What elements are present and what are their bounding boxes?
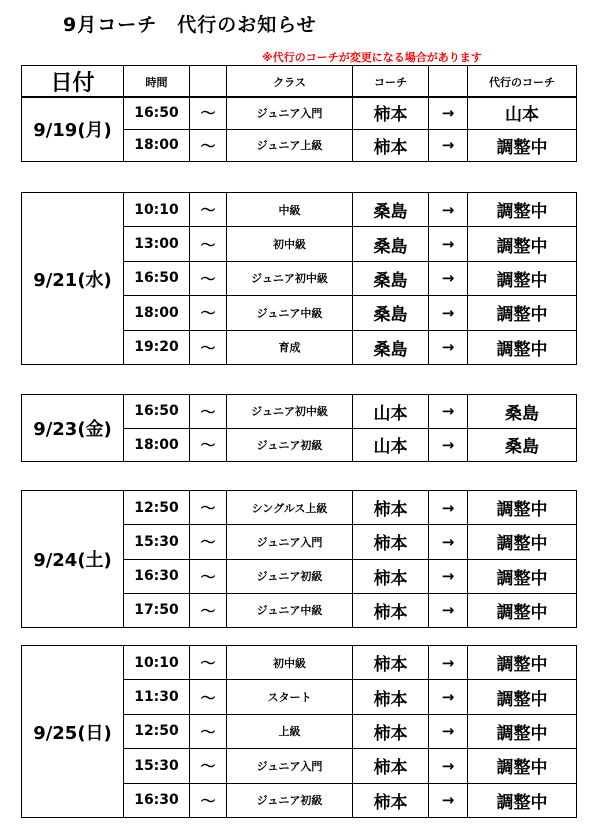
substitute-cell: 調整中 [468, 129, 577, 162]
time-cell: 10:10 [124, 646, 190, 680]
arrow-cell: → [429, 193, 468, 227]
class-cell: 中級 [227, 193, 353, 227]
tilde-cell: 〜 [190, 646, 227, 680]
class-cell: シングルス上級 [227, 491, 353, 525]
day-block [21, 96, 577, 162]
tilde-cell: 〜 [190, 714, 227, 748]
coach-cell: 柿本 [353, 129, 429, 162]
header-spacer [190, 66, 227, 98]
header-spacer [429, 66, 468, 98]
class-cell: ジュニア初級 [227, 783, 353, 817]
date-cell: 9/19(月) [22, 97, 124, 162]
coach-cell: 柿本 [353, 491, 429, 525]
arrow-cell: → [429, 97, 468, 130]
substitute-cell: 調整中 [468, 646, 577, 680]
substitute-cell: 調整中 [468, 714, 577, 748]
table-row [22, 193, 577, 227]
arrow-cell: → [429, 714, 468, 748]
class-cell: ジュニア初中級 [227, 395, 353, 429]
arrow-cell: → [429, 395, 468, 429]
day-block [21, 645, 577, 818]
substitute-cell: 桑島 [468, 395, 577, 429]
time-cell: 16:30 [124, 559, 190, 593]
class-cell: ジュニア初級 [227, 428, 353, 462]
tilde-cell: 〜 [190, 296, 227, 330]
class-cell: ジュニア入門 [227, 525, 353, 559]
class-cell: ジュニア中級 [227, 296, 353, 330]
table-row [22, 491, 577, 525]
arrow-cell: → [429, 783, 468, 817]
header-coach: コーチ [353, 66, 429, 98]
date-cell: 9/24(土) [22, 491, 124, 628]
coach-cell: 柿本 [353, 714, 429, 748]
header-time: 時間 [124, 66, 190, 98]
page-title: 9月コーチ 代行のお知らせ [63, 14, 317, 36]
arrow-cell: → [429, 680, 468, 714]
arrow-cell: → [429, 749, 468, 783]
header-substitute: 代行のコーチ [468, 66, 577, 98]
tilde-cell: 〜 [190, 129, 227, 162]
table-row [22, 97, 577, 130]
time-cell: 15:30 [124, 749, 190, 783]
arrow-cell: → [429, 129, 468, 162]
coach-cell: 柿本 [353, 783, 429, 817]
coach-cell: 柿本 [353, 525, 429, 559]
table-row [22, 395, 577, 429]
class-cell: ジュニア初中級 [227, 261, 353, 295]
tilde-cell: 〜 [190, 261, 227, 295]
time-cell: 16:50 [124, 395, 190, 429]
tilde-cell: 〜 [190, 783, 227, 817]
tilde-cell: 〜 [190, 559, 227, 593]
time-cell: 18:00 [124, 296, 190, 330]
coach-cell: 柿本 [353, 680, 429, 714]
class-cell: ジュニア上級 [227, 129, 353, 162]
arrow-cell: → [429, 428, 468, 462]
day-block [21, 490, 577, 628]
arrow-cell: → [429, 296, 468, 330]
day-block [21, 192, 577, 365]
coach-cell: 柿本 [353, 646, 429, 680]
header-date: 日付 [22, 66, 124, 98]
arrow-cell: → [429, 491, 468, 525]
tilde-cell: 〜 [190, 395, 227, 429]
coach-cell: 桑島 [353, 296, 429, 330]
time-cell: 10:10 [124, 193, 190, 227]
substitute-cell: 調整中 [468, 296, 577, 330]
coach-cell: 山本 [353, 395, 429, 429]
arrow-cell: → [429, 330, 468, 364]
coach-cell: 桑島 [353, 227, 429, 261]
tilde-cell: 〜 [190, 428, 227, 462]
substitute-cell: 調整中 [468, 680, 577, 714]
time-cell: 17:50 [124, 593, 190, 627]
coach-cell: 桑島 [353, 261, 429, 295]
change-notice: ※代行のコーチが変更になる場合があります [262, 51, 482, 64]
class-cell: スタート [227, 680, 353, 714]
time-cell: 18:00 [124, 129, 190, 162]
class-cell: 初中級 [227, 646, 353, 680]
class-cell: 上級 [227, 714, 353, 748]
date-cell: 9/25(日) [22, 646, 124, 818]
tilde-cell: 〜 [190, 593, 227, 627]
coach-cell: 桑島 [353, 330, 429, 364]
substitute-cell: 調整中 [468, 559, 577, 593]
substitute-cell: 調整中 [468, 227, 577, 261]
tilde-cell: 〜 [190, 749, 227, 783]
coach-cell: 柿本 [353, 593, 429, 627]
class-cell: ジュニア中級 [227, 593, 353, 627]
tilde-cell: 〜 [190, 525, 227, 559]
time-cell: 16:50 [124, 261, 190, 295]
arrow-cell: → [429, 525, 468, 559]
substitute-cell: 桑島 [468, 428, 577, 462]
tilde-cell: 〜 [190, 680, 227, 714]
substitute-cell: 調整中 [468, 491, 577, 525]
tilde-cell: 〜 [190, 491, 227, 525]
header-class: クラス [227, 66, 353, 98]
date-cell: 9/23(金) [22, 395, 124, 462]
day-block [21, 394, 577, 462]
class-cell: ジュニア入門 [227, 749, 353, 783]
substitute-cell: 調整中 [468, 525, 577, 559]
class-cell: ジュニア初級 [227, 559, 353, 593]
coach-cell: 柿本 [353, 97, 429, 130]
arrow-cell: → [429, 593, 468, 627]
class-cell: 初中級 [227, 227, 353, 261]
tilde-cell: 〜 [190, 330, 227, 364]
time-cell: 15:30 [124, 525, 190, 559]
time-cell: 13:00 [124, 227, 190, 261]
time-cell: 12:50 [124, 491, 190, 525]
class-cell: ジュニア入門 [227, 97, 353, 130]
substitute-cell: 調整中 [468, 783, 577, 817]
arrow-cell: → [429, 646, 468, 680]
tilde-cell: 〜 [190, 97, 227, 130]
coach-cell: 桑島 [353, 193, 429, 227]
substitute-cell: 山本 [468, 97, 577, 130]
column-header [21, 65, 577, 96]
time-cell: 16:30 [124, 783, 190, 817]
time-cell: 18:00 [124, 428, 190, 462]
time-cell: 19:20 [124, 330, 190, 364]
coach-cell: 山本 [353, 428, 429, 462]
substitute-cell: 調整中 [468, 193, 577, 227]
substitute-cell: 調整中 [468, 330, 577, 364]
arrow-cell: → [429, 227, 468, 261]
substitute-cell: 調整中 [468, 593, 577, 627]
arrow-cell: → [429, 261, 468, 295]
time-cell: 16:50 [124, 97, 190, 130]
coach-cell: 柿本 [353, 559, 429, 593]
tilde-cell: 〜 [190, 193, 227, 227]
table-row [22, 646, 577, 680]
arrow-cell: → [429, 559, 468, 593]
substitute-cell: 調整中 [468, 749, 577, 783]
coach-cell: 柿本 [353, 749, 429, 783]
class-cell: 育成 [227, 330, 353, 364]
date-cell: 9/21(水) [22, 193, 124, 365]
tilde-cell: 〜 [190, 227, 227, 261]
substitute-cell: 調整中 [468, 261, 577, 295]
time-cell: 12:50 [124, 714, 190, 748]
time-cell: 11:30 [124, 680, 190, 714]
